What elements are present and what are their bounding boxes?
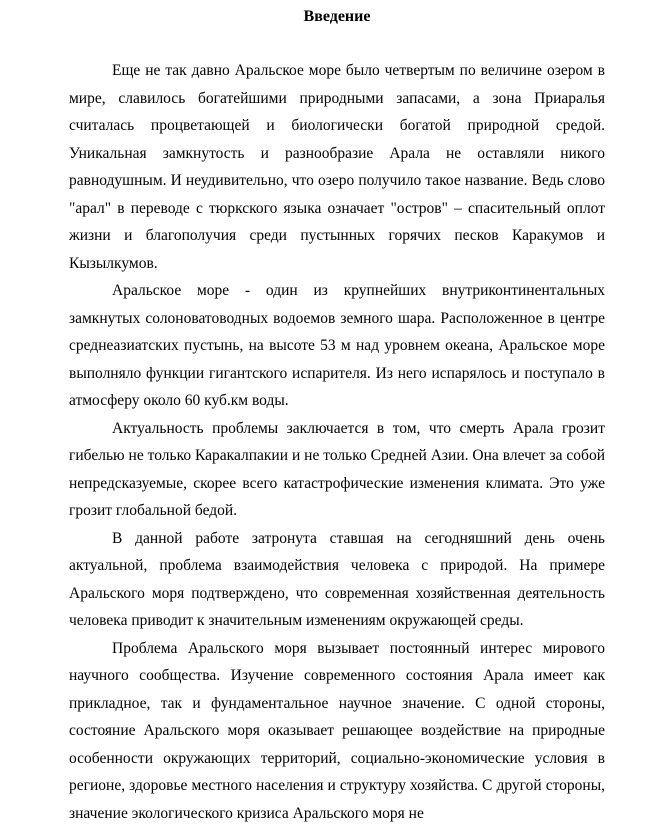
document-title: Введение <box>69 3 605 30</box>
paragraph-3: Актуальность проблемы заключается в том, что смерть Арала грозит гибелью не только Каракалпакии и не только Средней Азии. Она влечет за собой непредсказуемые, скорее всего катастрофические изменения климата. Это уже грозит глобальной бедой. <box>69 415 605 525</box>
paragraph-5: Проблема Аральского моря вызывает постоянный интерес мирового научного сообщества. Изучение современного состояния Арала имеет как прикладное, так и фундаментальное научное значение. С одной стороны, состояние Аральского моря оказывает решающее воздействие на природные особенности окружающих территорий, социально-экономические условия в регионе, здоровье местного населения и структуру хозяйства. С другой стороны, значение экологического кризиса Аральского моря не <box>69 635 605 827</box>
paragraph-1: Еще не так давно Аральское море было четвертым по величине озером в мире, славилось богатейшими природными запасами, а зона Приаралья считалась процветающей и биологически богатой природной средой. Уникальная замкнутость и разнообразие Арала не оставляли никого равнодушным. И неудивительно, что озеро получило такое название. Ведь слово "арал" в переводе с тюркского языка означает "остров" – спасительный оплот жизни и благополучия среди пустынных горячих песков Каракумов и Кызылкумов. <box>69 57 605 277</box>
paragraph-2: Аральское море - один из крупнейших внутриконтинентальных замкнутых солоноватоводных водоемов земного шара. Расположенное в центре среднеазиатских пустынь, на высоте 53 м над уровнем океана, Аральское море выполняло функции гигантского испарителя. Из него испарялось и поступало в атмосферу около 60 куб.км воды. <box>69 277 605 415</box>
document-page <box>69 0 605 827</box>
paragraph-4: В данной работе затронута ставшая на сегодняшний день очень актуальной, проблема взаимодействия человека с природой. На примере Аральского моря подтверждено, что современная хозяйственная деятельность человека приводит к значительным изменениям окружающей среды. <box>69 525 605 635</box>
